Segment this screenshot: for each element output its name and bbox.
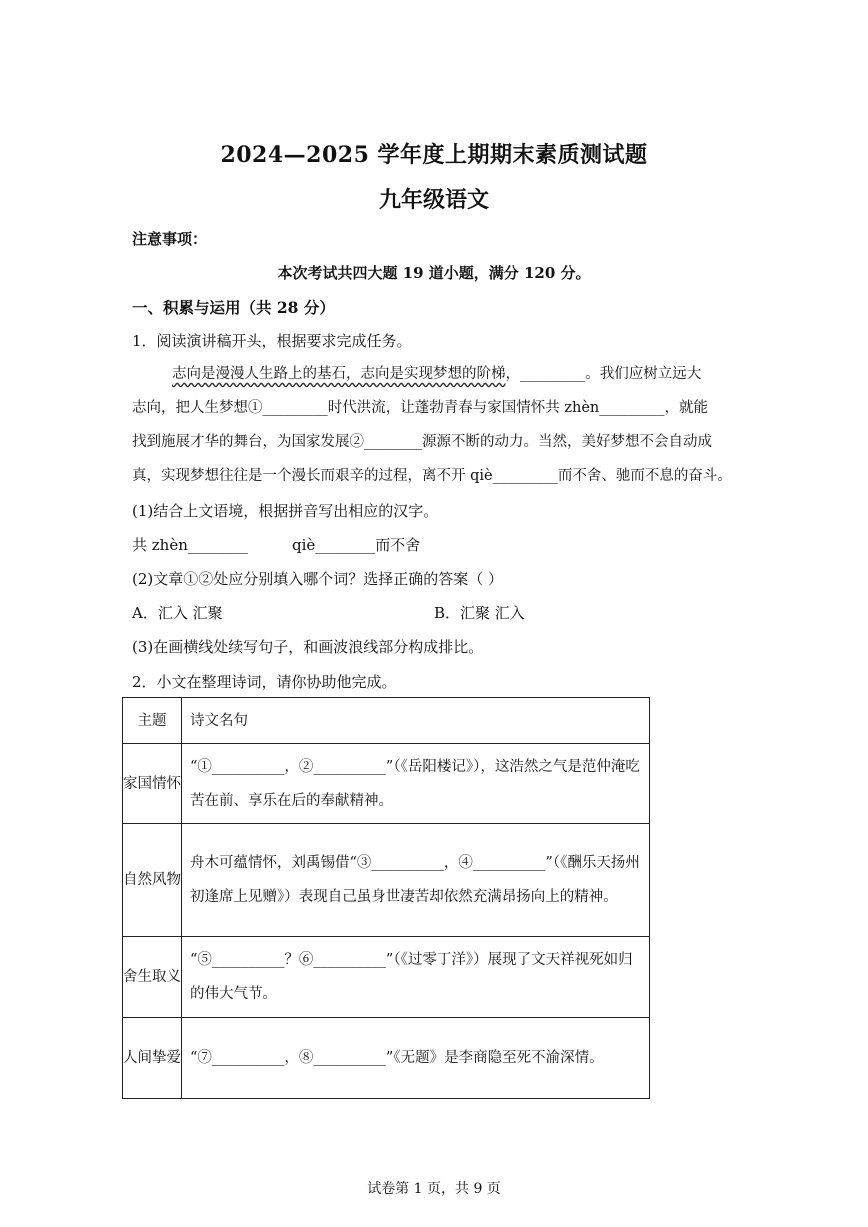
blank-qie: qiè________而不舍 bbox=[292, 536, 421, 554]
table-header-row bbox=[123, 698, 650, 744]
sub-question-2-options bbox=[132, 602, 525, 623]
row-text: 舟木可蕴情怀，刘禹锡借“③__________，④__________”（《酬乐天扬州初逢席上见赠》）表现自己虽身世凄苦却依然充满昂扬向上的精神。 bbox=[182, 824, 650, 937]
header-theme: 主题 bbox=[123, 698, 182, 744]
table-row bbox=[123, 744, 650, 824]
notice-heading: 注意事项： bbox=[132, 230, 208, 248]
passage-line-4: 真，实现梦想往往是一个漫长而艰辛的过程，离不开 qiè_________而不舍、驰而不息的奋斗。 bbox=[132, 468, 732, 484]
row-theme: 舍生取义 bbox=[123, 937, 182, 1018]
question-1-passage bbox=[132, 357, 742, 493]
passage-line-1-rest: ，_________。我们应树立远大 bbox=[505, 366, 702, 382]
question-1-stem: 1．阅读演讲稿开头，根据要求完成任务。 bbox=[132, 332, 412, 350]
table-row bbox=[123, 937, 650, 1018]
passage-line-2: 志向，把人生梦想①_________时代洪流，让蓬勃青春与家国情怀共 zhèn_________，就能 bbox=[132, 400, 709, 416]
row-text: “①__________，②__________”（《岳阳楼记》），这浩然之气是范仲淹吃苦在前、享乐在后的奉献精神。 bbox=[182, 744, 650, 824]
passage-line-1 bbox=[132, 357, 742, 391]
poem-table bbox=[122, 697, 650, 1099]
option-a: A．汇入 汇聚 bbox=[132, 604, 223, 622]
row-text: “⑤__________？⑥__________”（《过零丁洋》）展现了文天祥视死如归的伟大气节。 bbox=[182, 937, 650, 1018]
exam-title: 2024—2025 学年度上期期末素质测试题 bbox=[220, 142, 648, 168]
question-2-stem: 2．小文在整理诗词，请你协助他完成。 bbox=[132, 673, 397, 691]
section-heading: 一、积累与运用（共 28 分） bbox=[132, 298, 335, 317]
sub-question-1-blanks bbox=[132, 534, 421, 555]
table-row bbox=[123, 824, 650, 937]
passage-line-3: 找到施展才华的舞台，为国家发展②________源源不断的动力。当然，美好梦想不会自动成 bbox=[132, 434, 712, 450]
row-theme: 家国情怀 bbox=[123, 744, 182, 824]
sub-question-2: (2)文章①②处应分别填入哪个词？选择正确的答案（ ） bbox=[132, 570, 504, 588]
page-footer: 试卷第 1 页，共 9 页 bbox=[367, 1181, 501, 1197]
wavy-underlined-text: 志向是漫漫人生路上的基石，志向是实现梦想的阶梯 bbox=[172, 366, 506, 382]
exam-rule: 本次考试共四大题 19 道小题，满分 120 分。 bbox=[277, 264, 591, 282]
exam-subtitle: 九年级语文 bbox=[378, 187, 489, 213]
row-theme: 自然风物 bbox=[123, 824, 182, 937]
row-text: “⑦__________，⑧__________”《无题》是李商隐至死不渝深情。 bbox=[182, 1018, 650, 1099]
blank-zhen: 共 zhèn________ bbox=[132, 536, 248, 554]
sub-question-3: (3)在画横线处续写句子，和画波浪线部分构成排比。 bbox=[132, 638, 484, 656]
header-content: 诗文名句 bbox=[182, 698, 650, 744]
option-b: B．汇聚 汇入 bbox=[434, 604, 525, 622]
row-theme: 人间挚爱 bbox=[123, 1018, 182, 1099]
sub-question-1: (1)结合上文语境，根据拼音写出相应的汉字。 bbox=[132, 502, 439, 520]
table-row bbox=[123, 1018, 650, 1099]
